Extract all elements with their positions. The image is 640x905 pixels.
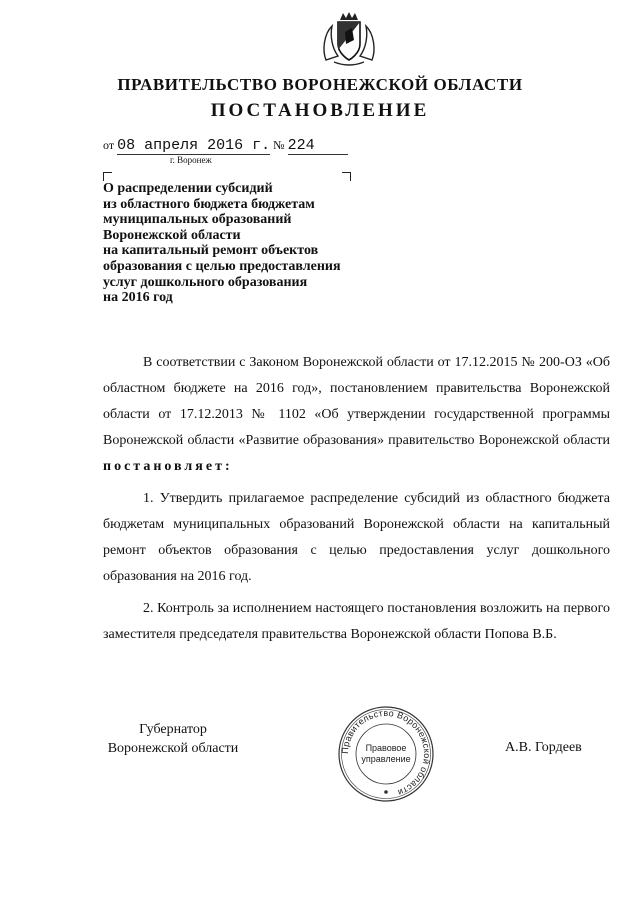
document-number: 224 [288,137,348,155]
number-sign: № [273,138,285,152]
city-label: г. Воронеж [170,155,212,165]
stamp-center-line2: управление [361,754,411,764]
subject-corner-right [342,172,351,181]
date-number-line [103,137,348,155]
decree-word: постановляет: [103,459,233,474]
signer-name: А.В. Гордеев [505,740,582,755]
stamp-center-line1: Правовое [365,743,407,753]
official-stamp [336,704,436,804]
item-1: 1. Утвердить прилагаемое распределение субсидий из областного бюджета бюджетам муниципальных образований Воронежской области на капитальный ремонт объектов образования с целью предоставления услуг дошкольного образования на 2016 год. [103,491,610,584]
subject-line: образования с целью предоставления [103,258,341,274]
signer-title-line1: Губернатор [139,722,207,737]
subject-line: из областного бюджета бюджетам [103,196,315,212]
subject-corner-left [103,172,112,181]
preamble-text: В соответствии с Законом Воронежской области от 17.12.2015 № 200-ОЗ «Об областном бюджете на 2016 год», постановлением правительства Воронежской области от 17.12.2013 № 1102 «Об утверждении государственной программы Воронежской области «Развитие образования» правительство Воронежской области [103,355,610,448]
document-type: ПОСТАНОВЛЕНИЕ [210,100,430,121]
subject-line: на 2016 год [103,290,173,306]
date-value: 08 апреля 2016 г. [117,137,271,154]
date-prefix: от [103,138,115,152]
stamp-ring-text: Правительство Воронежской области [339,707,433,798]
organization-title: ПРАВИТЕЛЬСТВО ВОРОНЕЖСКОЙ ОБЛАСТИ [117,75,523,94]
item-2: 2. Контроль за исполнением настоящего постановления возложить на первого заместителя председателя правительства Воронежской области Попова В.Б. [103,601,610,642]
subject-line: услуг дошкольного образования [103,274,308,290]
subject-line: муниципальных образований [103,212,292,228]
signer-title [103,720,243,758]
subject-line: Воронежской области [103,227,241,243]
coat-of-arms-icon [318,10,380,70]
document-body [103,350,610,654]
preamble-paragraph [103,350,610,480]
subject-line: на капитальный ремонт объектов [103,243,319,259]
signer-title-line2: Воронежской области [107,741,239,756]
subject-block [103,181,373,306]
subject-line: О распределении субсидий [103,181,273,196]
